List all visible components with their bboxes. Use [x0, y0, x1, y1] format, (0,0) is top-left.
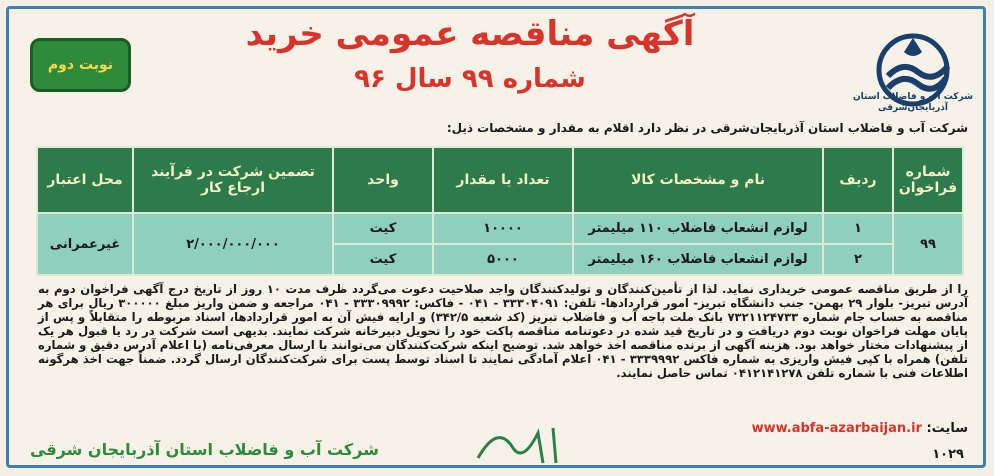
- unit-cell: کیت: [333, 244, 433, 275]
- table-row: [37, 213, 963, 244]
- row-index-cell: ۱: [823, 213, 893, 244]
- logo-caption: شرکت آب و فاضلاب استان آذربایجان‌شرقی: [853, 92, 973, 113]
- credit-source-cell: غیرعمرانی: [37, 213, 133, 275]
- item-cell: لوازم انشعاب فاضلاب ۱۶۰ میلیمتر: [573, 244, 823, 275]
- quantity-cell: ۱۰۰۰۰: [433, 213, 573, 244]
- tender-no-cell: ۹۹: [893, 213, 963, 275]
- header-row-index: ردیف: [823, 147, 893, 213]
- website-label: سایت:: [926, 421, 968, 436]
- ad-title: آگهی مناقصه عمومی خرید: [245, 14, 695, 54]
- ad-subtitle: شماره ۹۹ سال ۹۶: [354, 64, 586, 94]
- tender-table: [36, 146, 964, 276]
- header-item: نام و مشخصات کالا: [573, 147, 823, 213]
- handwritten-mark-icon: [468, 418, 588, 468]
- unit-cell: کیت: [333, 213, 433, 244]
- header-unit: واحد: [333, 147, 433, 213]
- footer-organization: شرکت آب و فاضلاب استان آذربایجان شرقی: [30, 440, 379, 459]
- quantity-cell: ۵۰۰۰: [433, 244, 573, 275]
- header-quantity: تعداد یا مقدار: [433, 147, 573, 213]
- page-number: ۱۰۲۹: [932, 447, 964, 462]
- guarantee-cell: ۲/۰۰۰/۰۰۰/۰۰۰: [133, 213, 333, 275]
- round-badge-label: نوبت دوم: [47, 57, 114, 73]
- website-row: [752, 421, 968, 436]
- ad-body-text: را از طریق مناقصه عمومی خریداری نماید. لذا از تأمین‌کنندگان و تولیدکنندگان واجد صلاحیت دعوت می‌گردد ظرف مدت ۱۰ روز از تاریخ درج آگهی فراخوان دوم به آدرس تبریز- بلوار ۲۹ بهمن- جنب دانشگاه تبریز- امور قراردادها- تلفن: ۳۳۳۰۴۰۹۱ - ۰۴۱ - فاکس: ۳۳۳۰۹۹۹۲ - ۰۴۱ مراجعه و ضمن واریز مبلغ ۳۰۰۰۰۰ ریال برای هر مناقصه به حساب جام شماره ۷۳۲۱۱۲۴۷۳۳ بانک ملت باجه آب و فاضلاب تبریز (کد شعبه ۳۴۲/۵) و ارایه فیش آن به امور قراردادها، اسناد مربوطه را متقابلاً و پس از پایان مهلت فراخوان نوبت دوم دریافت و در تاریخ قید شده در دعوتنامه مناقصه پاکت خود را تحویل دبیرخانه شرکت نمایند. بدیهی است شرکت در رد یا قبول هر یک از پیشنهادات مختار خواهد بود. هزینه آگهی از برنده مناقصه اخذ خواهد شد. توضیح اینکه شرکت‌کنندگان می‌توانند با ارسال معرفی‌نامه (با اعلام آدرس دقیق و شماره تلفن) همراه با کپی فیش واریزی به شماره فاکس ۳۳۳۹۹۹۲ - ۰۴۱ اعلام آمادگی نمایند تا اسناد توسط پست برای شرکت‌کنندگان ارسال گردد. ضمناً جهت اخذ هرگونه اطلاعات فنی با شماره تلفن ۰۴۱۲۱۴۱۲۷۸ تماس حاصل نمایند.: [38, 282, 968, 380]
- intro-text: شرکت آب و فاضلاب استان آذربایجان‌شرقی در نظر دارد اقلام به مقدار و مشخصات ذیل:: [446, 121, 968, 135]
- header-guarantee: تضمین شرکت در فرآیند ارجاع کار: [133, 147, 333, 213]
- round-badge: [30, 38, 131, 92]
- header-credit-source: محل اعتبار: [37, 147, 133, 213]
- item-cell: لوازم انشعاب فاضلاب ۱۱۰ میلیمتر: [573, 213, 823, 244]
- row-index-cell: ۲: [823, 244, 893, 275]
- website-link[interactable]: www.abfa-azarbaijan.ir: [751, 421, 922, 436]
- header-tender-no: شماره فراخوان: [893, 147, 963, 213]
